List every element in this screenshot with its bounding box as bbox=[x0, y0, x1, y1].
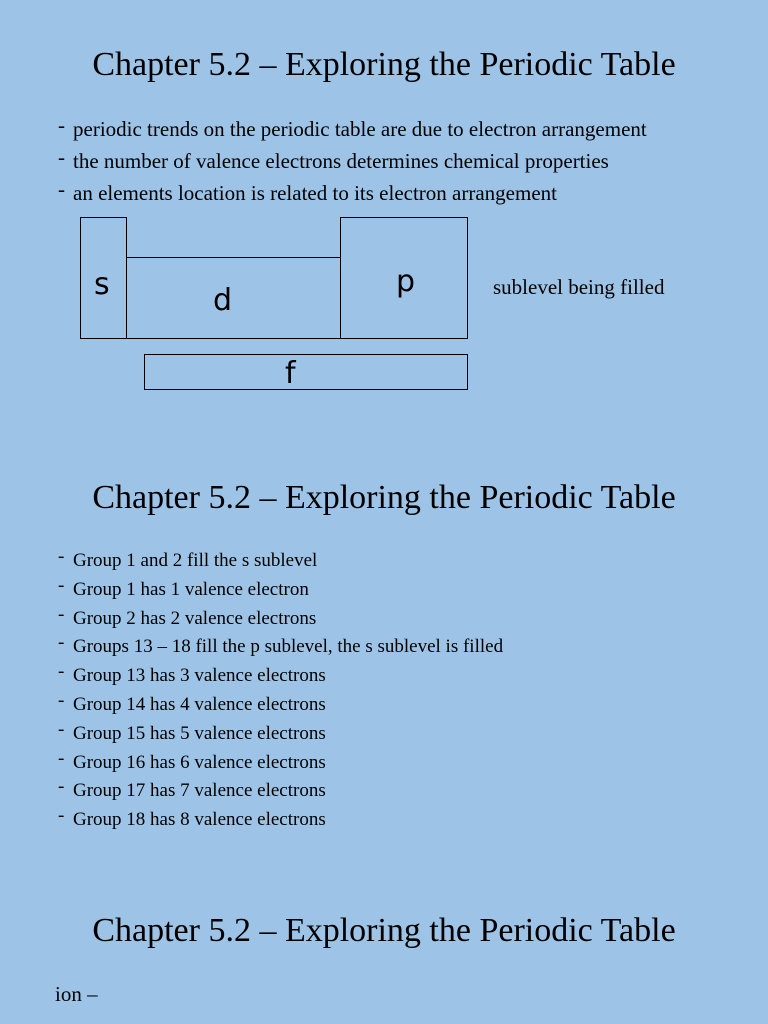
d-block-label: d bbox=[213, 283, 233, 318]
slide1-title: Chapter 5.2 – Exploring the Periodic Table bbox=[92, 46, 676, 83]
bullet-dash: - bbox=[58, 776, 65, 798]
slide3-title: Chapter 5.2 – Exploring the Periodic Table bbox=[92, 912, 676, 949]
list-item: - Group 1 has 1 valence electron bbox=[56, 576, 503, 605]
bullet-dash: - bbox=[58, 603, 65, 625]
slide2-title: Chapter 5.2 – Exploring the Periodic Table bbox=[92, 479, 676, 516]
f-block bbox=[144, 354, 468, 390]
bullet-dash: - bbox=[58, 546, 65, 567]
list-item: - periodic trends on the periodic table are due to electron arrangement bbox=[56, 113, 647, 145]
d-block bbox=[126, 257, 341, 339]
sublevel-caption: sublevel being filled bbox=[493, 275, 665, 299]
f-block-label: f bbox=[285, 356, 296, 391]
list-item: - Groups 13 – 18 fill the p sublevel, the s sublevel is filled bbox=[56, 633, 503, 662]
list-item: - Group 18 has 8 valence electrons bbox=[56, 806, 503, 835]
p-block-label: p bbox=[396, 264, 416, 299]
slide1-bullet-list bbox=[56, 113, 647, 209]
list-item: - Group 1 and 2 fill the s sublevel bbox=[56, 547, 503, 576]
list-item: - Group 15 has 5 valence electrons bbox=[56, 720, 503, 749]
list-item: - the number of valence electrons determines chemical properties bbox=[56, 145, 647, 177]
list-item: - Group 2 has 2 valence electrons bbox=[56, 605, 503, 634]
bullet-dash: - bbox=[58, 177, 65, 201]
bullet-dash: - bbox=[58, 661, 65, 683]
list-item: - Group 14 has 4 valence electrons bbox=[56, 691, 503, 720]
bullet-dash: - bbox=[58, 689, 65, 711]
list-item: - Group 13 has 3 valence electrons bbox=[56, 662, 503, 691]
bullet-dash: - bbox=[58, 632, 65, 654]
bullet-dash: - bbox=[58, 805, 65, 827]
ion-definition-term: ion – bbox=[55, 982, 98, 1006]
bullet-dash: - bbox=[58, 145, 65, 169]
slide2-bullet-list bbox=[56, 547, 503, 835]
s-block-label: s bbox=[94, 267, 110, 302]
bullet-dash: - bbox=[58, 747, 65, 769]
list-item: - Group 16 has 6 valence electrons bbox=[56, 749, 503, 778]
list-item: - an elements location is related to its electron arrangement bbox=[56, 177, 647, 209]
bullet-dash: - bbox=[58, 574, 65, 596]
bullet-dash: - bbox=[58, 718, 65, 740]
list-item: - Group 17 has 7 valence electrons bbox=[56, 777, 503, 806]
bullet-dash: - bbox=[58, 113, 65, 137]
